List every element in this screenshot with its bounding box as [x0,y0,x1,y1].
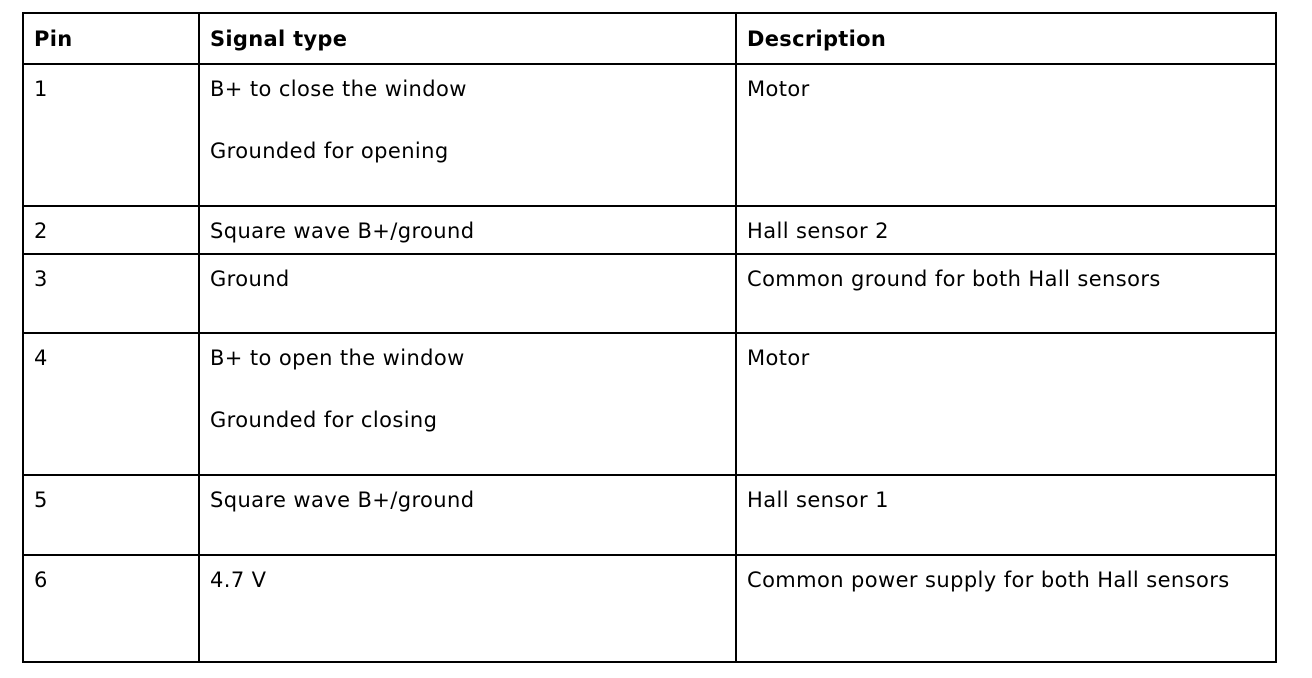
table-row [23,206,1276,254]
table-row [23,64,1276,206]
pin-cell: 4 [23,333,199,475]
pin-cell: 5 [23,475,199,555]
signal-line: B+ to close the window [210,77,467,101]
pin-cell: 6 [23,555,199,662]
description-cell: Hall sensor 1 [736,475,1276,555]
signal-line: 4.7 V [210,568,267,592]
signal-line: Grounded for closing [210,408,438,432]
description-cell: Motor [736,333,1276,475]
description-cell: Motor [736,64,1276,206]
signal-type-cell [199,64,736,206]
table-row [23,475,1276,555]
description-cell: Hall sensor 2 [736,206,1276,254]
signal-type-cell [199,555,736,662]
pin-cell: 3 [23,254,199,333]
table-row [23,254,1276,333]
header-signal-type: Signal type [199,13,736,64]
description-cell: Common power supply for both Hall sensors [736,555,1276,662]
signal-type-cell [199,475,736,555]
signal-line: B+ to open the window [210,346,465,370]
signal-line: Square wave B+/ground [210,488,475,512]
pin-cell: 1 [23,64,199,206]
pin-table [22,12,1277,663]
signal-line: Ground [210,267,290,291]
header-pin: Pin [23,13,199,64]
signal-type-cell [199,206,736,254]
signal-line: Grounded for opening [210,139,449,163]
table-row [23,555,1276,662]
table-row [23,333,1276,475]
signal-type-cell [199,254,736,333]
header-row [23,13,1276,64]
signal-line: Square wave B+/ground [210,219,475,243]
description-cell: Common ground for both Hall sensors [736,254,1276,333]
header-description: Description [736,13,1276,64]
signal-type-cell [199,333,736,475]
pin-cell: 2 [23,206,199,254]
